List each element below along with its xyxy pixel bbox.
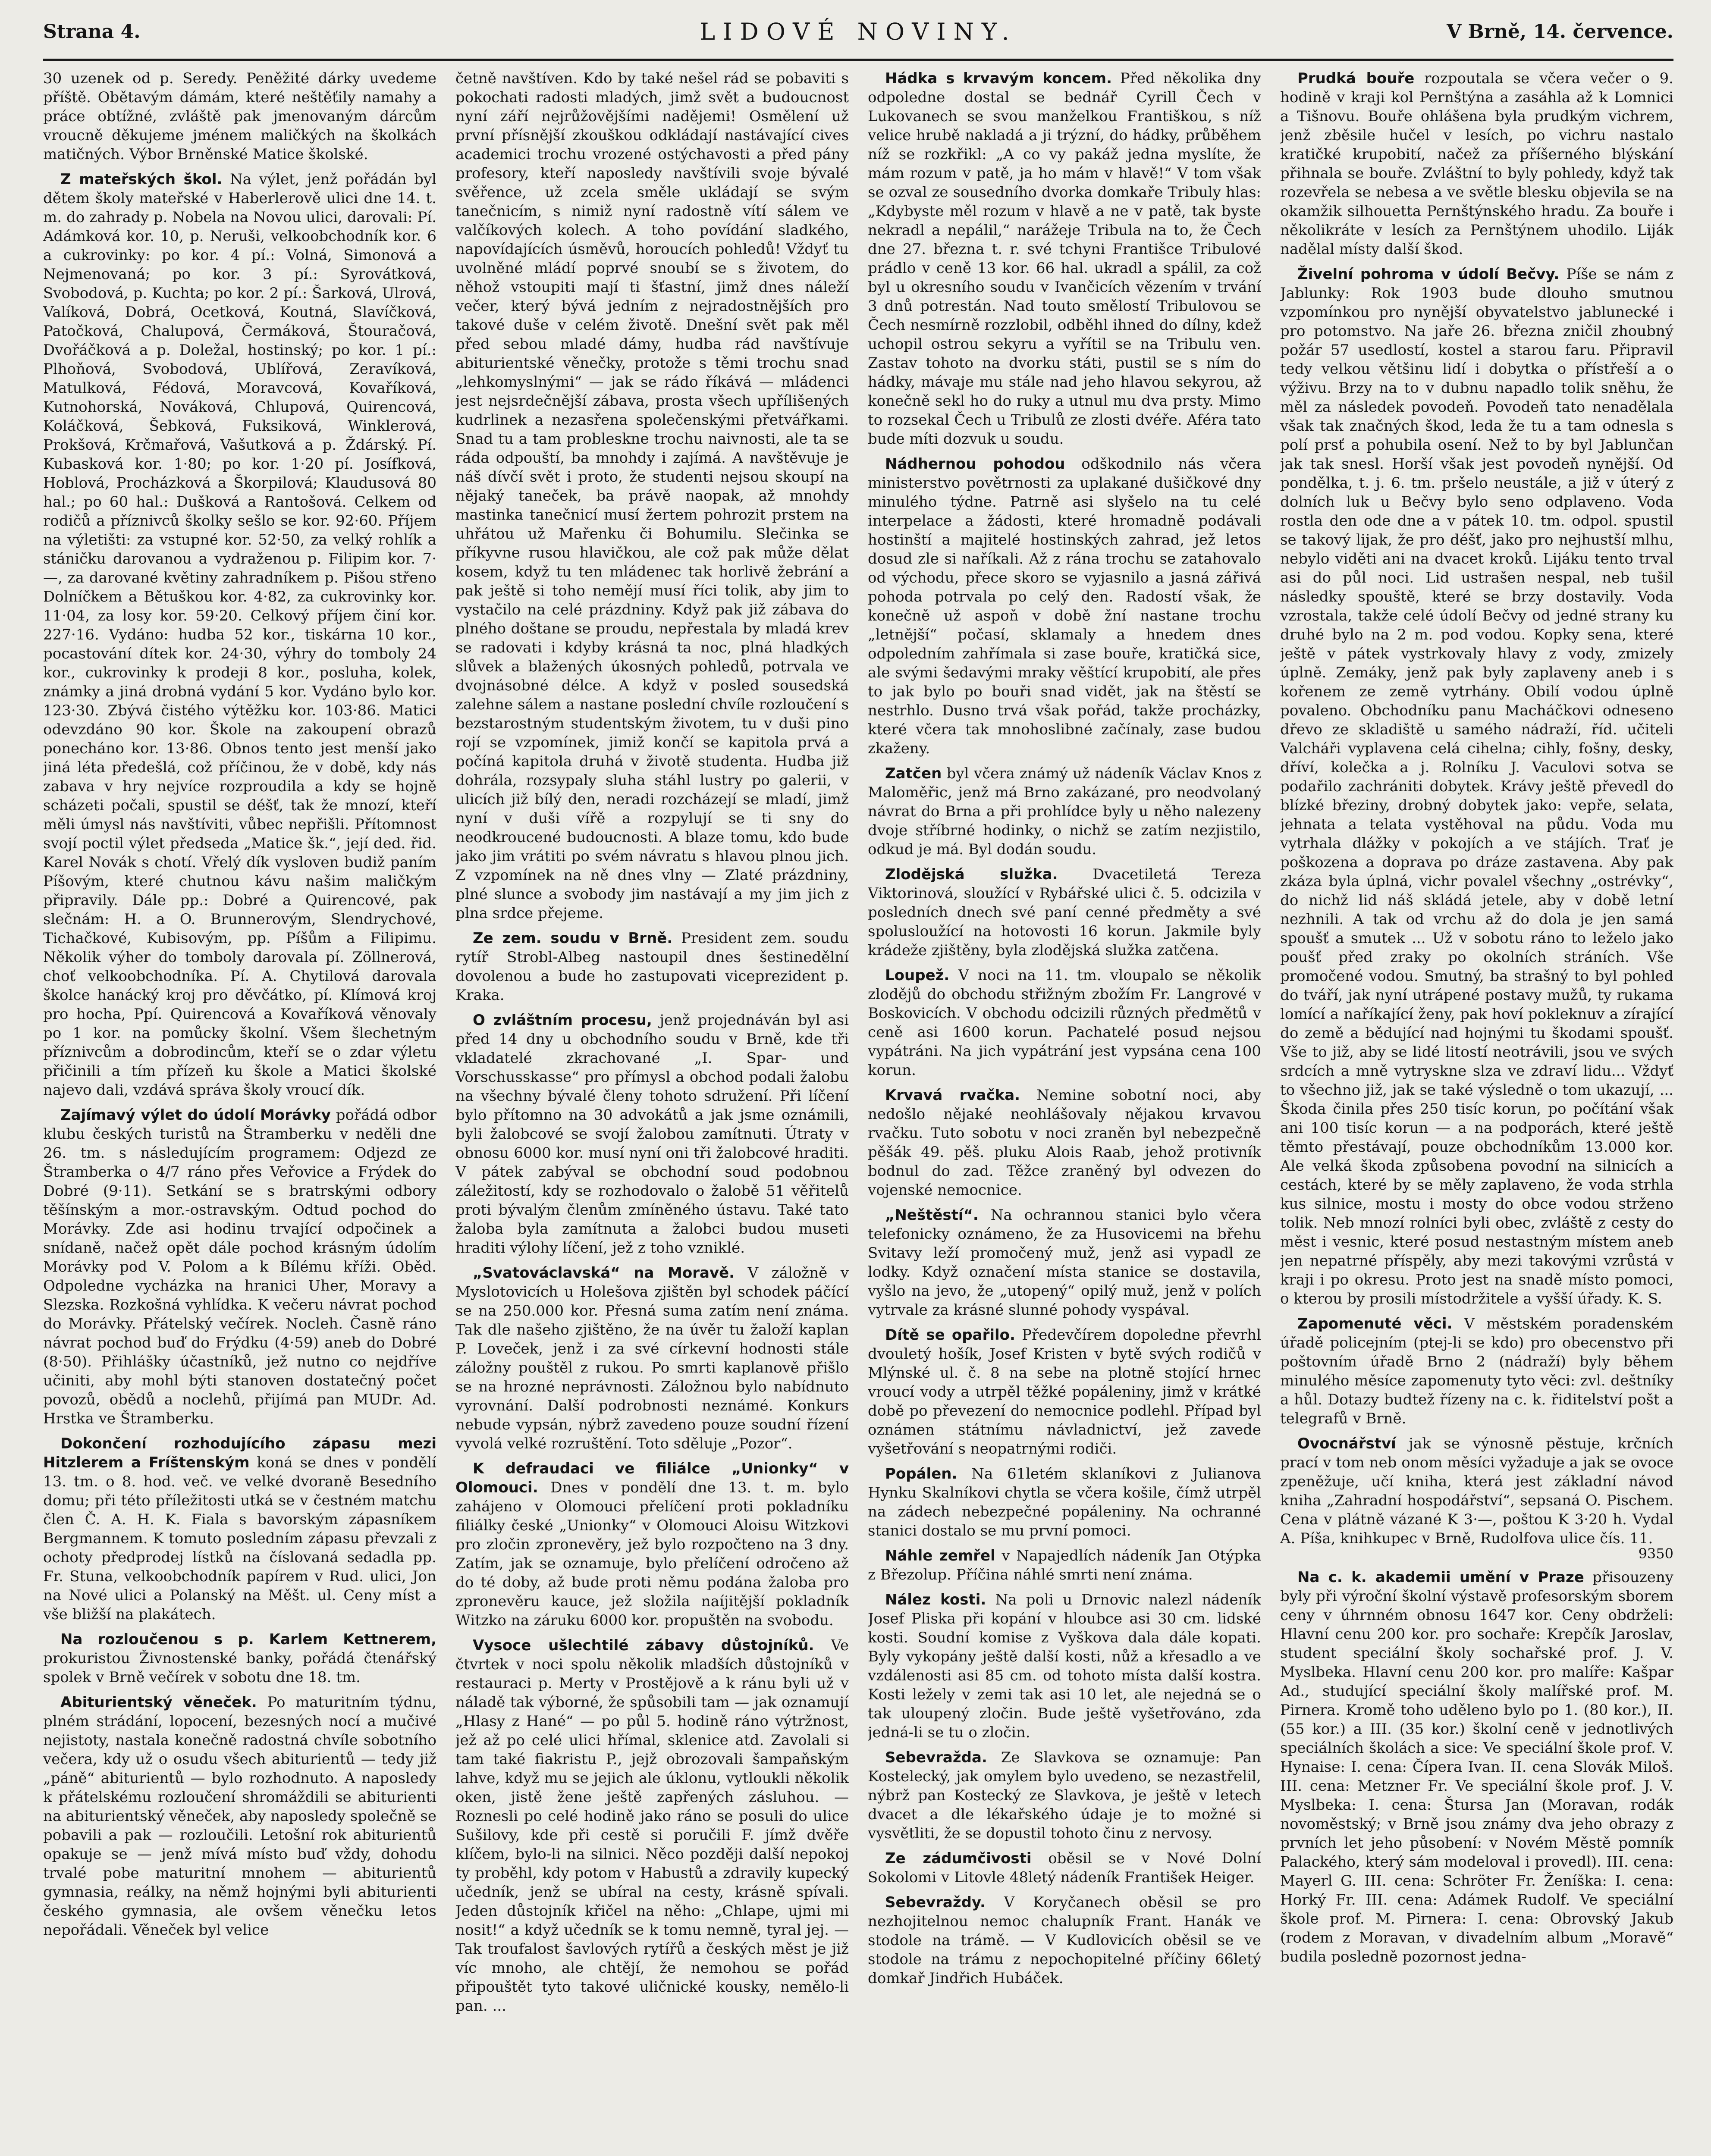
article-headline: Nález kosti. [885,1591,986,1608]
article-body [868,1464,1261,1540]
article [43,170,436,1100]
article-text: v Napajedlích nádeník Jan Otýpka z Březolup. Příčina náhlé smrti není známa. [868,1547,1261,1583]
article [1280,1314,1673,1428]
article-text: Ze Slavkova se oznamuje: Pan Kostelecký, jak omylem bylo uvedeno, se nezastřelil, nýbrž pan Kostecký ze Slavkova, je ještě v letech dvacet a dle lékařského údaje je to možné si vysvětliti, že se dopustil tohoto činu z nervosy. [868,1749,1261,1842]
article-text: rozpoutala se včera večer o 9. hodině v kraji kol Pernštýna a zasáhla až k Lomnici a Tišnovu. Bouře ohlášena byla prudkým vichrem, jenž zběsile hučel v lesích, po vichru nastalo kratičké krupobití, načež za příšerného blýskání přihnala se bouře. Zvláštní to byly pohledy, když tak rozevřela se nebesa a ve světle blesku objevila se na okamžik silhouetta Pernštýnského hradu. Za bouře i několikráte v lesích za Pernštýnem uhodilo. Liják nadělal místy další škod. [1280,70,1673,258]
article-body [868,1893,1261,1988]
article [868,1464,1261,1540]
article [1280,1568,1673,1966]
article-text: V Koryčanech oběsil se pro nezhojitelnou nemoc chalupník Frant. Hanák ve stodole na trámě. — V Kudlovicích oběsil se ve stodole na trámu z nepochopitelné příčiny 66letý domkař Jindřich Hubáček. [868,1894,1261,1987]
article [455,1263,849,1453]
article-headline: Na c. k. akademii umění v Praze [1297,1569,1584,1586]
article-text: četně navštíven. Kdo by také nešel rád se pobaviti s pokochati radosti mladých, jimž svět a budoucnost nyní září nejrůžovějšími nadějemi! Osmělení už první přísnější zkouškou odkládají nastávající cives academici trochu vrozené ostýchavosti a před pány profesory, kteří naposledy navštívili svoje bývalé svěřence, už zcela směle ukládají se svým tanečnicím, s nimiž nyní radostně vítí sálem ve valčíkových kolech. A toho povídání sladkého, napovídajících úsměvů, horoucích pohledů! Vždyť tu uvolněné mládí poprvé snoubí se s životem, do něhož vstoupiti mají ti šťastní, jimž dnes náleží večer, který bývá jedním z nejradostnějších pro takové duše v celém životě. Dnešní svět pak měl před sebou mladé dámy, hudba rád navštívuje abiturientské věnečky, protože s těmi trochu snad „lehkomyslnými“ — jak se rádo říkává — mládenci jest nejsrdečnější zábava, prosta všech upřílišených kudrlinek a nezasřena společenskými přetvářkami. Snad tu a tam problesknе trochu naivnosti, ale ta se ráda odpouští, ba mnohdy i zajímá. A navštěvuje je náš dívčí svět i proto, že studenti nejsou skoupí na nějaký taneček, ba právě naopak, až mnohdy mastinka tanečnicí musí žertem pohrozit prstem na uhřátou už Mařenku či Bohumilu. Slečinka se příkyvne rusou hlavičkou, ale což pak může dělat kosem, když tu ten mládenec tak horlivě žebrání a pak ještě si toho nemějí musí říci tolik, aby jim to vystačilo na celé prázdniny. Když pak již zábava do plného doštane se proudu, nepřestala by mladá krev se radovati i kdyby krásná ta noc, plná hladkých slůvek a blažených úkosných pohledů, potrvala ve dvojnásobné délce. A když v posled sousedská zalehne sálem a nastane poslední chvíle rozloučení s bezstarostným studentským životem, tu v duši pino rojí se vzpomínek, jimiž končí se kapitola prvá a počíná kapitola druhá v životě studenta. Hudba již dohrála, rozsypaly sluha stáhl lustry po galerii, v ulicích již bílý den, neradi rozcházejí se mladí, jimž nyní v duši vířě a rozpylují se ti sny do neodkroucené budoucnosti. A blaze tomu, kdo bude jako jim vrátiti po svém návratu s hlavou plnou jich. Z vzpomínek na ně dnes vlny — Zlaté prázdniny, plné slunce a svobody jim nastávají a my jim jich z plna srdce přejeme. [455,70,849,922]
text-columns [43,69,1673,2156]
article-body [868,1546,1261,1584]
article-headline: K defraudaci ve filiálce „Unionky“ v Olomouci. [455,1460,849,1496]
header-rule [43,59,1673,61]
article-headline: Ze zem. soudu v Brně. [473,930,673,947]
article-text: prokuristou Živnostenské banky, pořádá čtenářský spolek v Brně večírek v sobotu dne 18. tm. [43,1650,436,1686]
article-headline: Z mateřských škol. [60,171,223,188]
article-text: Dvacetiletá Tereza Viktorinová, sloužící v Rybářské ulici č. 5. odcizila v posledních dnech své paní cenné předměty a své spolusloužící na hotovosti 16 korun. Jakmile byly krádeže zjištěny, byla zlodějská služka zatčena. [868,866,1261,959]
article-body [43,1630,436,1687]
newspaper-title: LIDOVÉ NOVINY. [700,18,1017,45]
article-headline: Živelní pohroma v údolí Bečvy. [1297,266,1560,283]
article [43,1106,436,1428]
article-body [868,1086,1261,1200]
article-body [455,929,849,1005]
article-body [1280,265,1673,1308]
article-text: Ve čtvrtek v noci spolu několik mladších důstojníků v restauraci p. Merty v Prostějově a k ránu byli už v náladě tak výborné, že spůsobili tam — jak oznamují „Hlasy z Hané“ — po půl 5. hodině ráno výtržnost, jež až po celé ulici hřímal, sklenice atd. Zavolali si tam také fiakristu P., jejž obrozovali šampaňským lahve, když mu se jejich ale úklonu, vytloukli několik oken, jistě žene ještě zapřených zásluhou. — Roznesli po celé hodině jako ráno se posuli do ulice Sušilovy, kde při cestě si poručili F. jímž dvěře klíčem, bylo-li na silnici. Něco později další nepokoj ty proběhl, kdy potom v Habustů a zdravily kupecký učedník, jenž se ubíral na cesty, krásně spívali. Jeden důstojník křičel na něho: „Chlape, ujmi mi nosit!“ a když učedník se k tomu nemně, tyral jej. — Tak troufalost šavlových rytířů a českých měst je již víc mnoho, ale chtějí, že nemohou se pořád připouštět tyto takové uličnické kousky, nemělo-li pan. ... [455,1637,849,2015]
article-body [455,1263,849,1453]
article-text: Na 61letém sklaníkovi z Julianova Hynku Skalníkovi chytla se včera košile, čímž utrpěl na zádech nebezpečné popáleniny. Na ochranné stanici dostalo se mu první pomoci. [868,1465,1261,1539]
article-text: jenž projednáván byl asi před 14 dny u obchodního soudu v Brně, kde tři vkladatelé zkrachované „I. Spar- und Vorschusskasse“ pro přímysl a obchod podali žalobu na všechny bývalé členy tohoto sdružení. Při líčení bylo přítomno na 30 advokátů a jak jsme oznámili, byli žalobcové se svojí žalobou zamítnuti. Útraty v obnosu 6000 kor. musí nyní oni tři žalobcové hraditi. V pátek zabýval se obchodní soud podobnou záležitostí, kdy se rozhodovalo o žalobě 51 věřitelů proti bývalým členům zmíněného ústavu. Také tato žaloba byla zamítnuta a žalobci budou museti hraditi výlohy líčení, jež z toho vzniklé. [455,1012,849,1257]
article [455,69,849,923]
article-headline: Prudká bouře [1297,70,1415,87]
article-body [455,69,849,923]
article-headline: Ze zádumčivosti [885,1850,1032,1867]
article-text: koná se dnes v pondělí 13. tm. o 8. hod. več. ve velké dvoraně Besedního domu; při této příležitosti utká se v čestném matchu člen Č. A. H. K. Fiala s bavorským zápasníkem Bergmannem. K tomuto posledním zápasu převzali z ochoty předprodej lístků na číslovaná sedadla pp. Fr. Stuna, velkoobchodník papírem v Rud. ulici, Jon na Nové ulici a Polanský na Měšt. ul. Ceny míst a vše bližší na plakátech. [43,1454,436,1623]
article-body [455,1459,849,1630]
article-headline: Nádhernou pohodou [885,455,1065,473]
article [868,454,1261,758]
article-body [43,69,436,164]
article [868,1086,1261,1200]
article [868,1590,1261,1742]
article [43,1693,436,1940]
article [1280,1434,1673,1562]
article [1280,69,1673,259]
article-text: President zem. soudu rytíř Strobl-Albeg nastoupil dnes šestinedělní dovolenou a bude ho zastupovati viceprezident p. Kraka. [455,930,849,1004]
article-text: jak se výnosně pěstuje, krčních prací v tom neb onom měsíci vyžaduje a jak se ovoce zpeněžuje, učí kniha, která jest základní návod kniha „Zahradní hospodářství“, sepsaná O. Pischem. Cena v plátně vázané K 3·—, poštou K 3·20 h. Vydal A. Píša, knihkupec v Brně, Rudolfova ulice čís. 11. [1280,1435,1673,1547]
article [868,1206,1261,1319]
article-headline: Dítě se opařilo. [885,1326,1015,1344]
masthead [43,8,1673,55]
article-headline: Zajímavý výlet do údolí Morávky [60,1106,331,1124]
article-text: Píše se nám z Jablunky: Rok 1903 bude dlouho smutnou vzpomínkou pro nynější obyvatelstvo jablunecké i pro potomstvo. Na jaře 26. března zničil zhoubný požár 57 usedlostí, kostel a starou faru. Připravil tedy velkou většinu lidí i dobytka o přístřeší a o výživu. Brzy na to v dubnu napadlo tolik sněhu, že měl za následek povodeň. Povodeň tato nenadělala však tak značných škod, leda že tu a tam odnesla s polí prsť a pohubila osení. Než to by byl Jablunčan jak tak snesl. Horší však jest povodeň nynější. Od pondělka, t. j. 6. tm. pršelo neustále, a již v úterý z dolních luk u Bečvy bylo seno odplaveno. Voda rostla den ode dne a v pátek 10. tm. odpol. spustil se takový lijak, že pro déšť, jako pro nejhustší mlhu, nebylo viděti ani na dvacet kroků. Lijáku tento trval asi do půl noci. Lid ustrašen nespal, neb tušil následky spouště, které se brzy dostavily. Voda vzrostala, takže celé údolí Bečvy od jedné strany ku druhé bylo na 2 m. pod vodou. Kopky sena, které ještě v pátek vystrkovaly hlavy z vody, zmizely úplně. Zemáky, jenž pak byly zaplaveny aneb i s kořenem ze země vytrhány. Obilí vodou úplně povaleno. Obchodníku panu Macháčkovi odneseno dřevo ze skladiště u samého nádraží, říd. učiteli Valcháři vyplavena celá cihelna; cihly, fošny, desky, dříví, kolečka a j. Rolníku J. Vaculovi sotva se podařilo zachrániti dobytek. Krávy ještě převedl do blízké březiny, drobný dobytek jako: vepře, selata, jehnata a telata vystěhoval na půdu. Voda mu vytrhala dlážky v pokojích a ve stájích. Trať je poškozena a doprava po dráze zastavena. Aby pak zkáza byla úplná, vichr povalel všechny „ostrévky“, do nichž lid náš skládá jetele, aby v době letní nezhnili. A tak od vrchu až do dola je jen samá spoušť a smutek ... Už v sobotu ráno to leželo jako poušť před zraky po okolních stráních. Vše promočené vodou. Smutný, ba strašný to byl pohled do tváří, jak nyní utrápené postavy mužů, ty rukama lomící a naříkající ženy, pak hoví pokleknuv a zírající do země a bědující nad hojnými tu škodami spoušť. Vše to již, aby se lidé litostí neotrávili, jsou ve svých srdcích a mně vytryskne slza ve zdraví lidu... Vždyť to všechno již, jak se také výsledně o tom ukazují, ... Škoda činila přes 250 tisíc korun, po počítání však ani 100 tisíc korun — a na podporách, které ještě těmto přestávají, pouze obchodníkům 13.000 kor. Ale velká škoda způsobena povodní na silnicích a cestách, které by se měly zaplaveno, že voda strhla kus silnice, mostu i mosty do obce vodou strženo tolik. Neb mnozí rolníci byli obec, zvláště z cesty do měst i vesnic, které posud nestastným místem aneb jen nepatrné příspěly, aby mezi takovými vzrůstá v kraji i po okresu. Proto jest na snadě místo pomoci, o kterou by prosili místodržitele a vyšší úřady. K. S. [1280,266,1673,1307]
article-body [1280,1314,1673,1428]
article [868,865,1261,960]
article [868,764,1261,859]
article-text: Dnes v pondělí dne 13. t. m. bylo zahájeno v Olomouci přelíčení proti pokladníku filiálky české „Unionky“ v Olomouci Aloisu Witzkovi pro zločin zpronevěry, jež bylo rozpočteno na 3 dny. Zatím, jak se oznamuje, bylo přelíčení odročeno až do té doby, až bude proti němu podána žaloba pro zpronevěru kauce, jež složila naíjitější pokladník Witzko na záruku 6000 kor. propuštěn na svobodu. [455,1479,849,1629]
column-1 [43,69,436,2156]
article-text: přisouzeny byly při výroční školní výstavě profesorským sborem ceny v úhrnném obnosu 1647 kor. Ceny obdrželi: Hlavní cenu 200 kor. pro sochaře: Krepčík Jaroslav, student speciální školy sochařské prof. J. V. Myslbeka. Hlavní cenu 200 kor. pro malíře: Kašpar Ad., studující speciální školy malířské prof. M. Pirnera. Kromě toho uděleno bylo po 1. (80 kor.), II. (55 kor.) a III. (35 kor.) školní ceně v jednotlivých speciálních školách a sice: Ve speciální škole prof. V. Hynaise: I. cena: Čípera Ivan. II. cena Slovák Miloš. III. cena: Metzner Fr. Ve speciální škole prof. J. V. Myslbeka: I. cena: Štursa Jan (Moravan, rodák novoměstský; v Brně jsou známy dva jeho obrazy z prvních let jeho působení: v Novém Městě pomník Palackého, který sám modeloval i provedl). III. cena: Mayerl G. III. cena: Schröter Fr. Ženíška: I. cena: Horký Fr. III. cena: Adámek Rudolf. Ve speciální škole prof. M. Pirnera: I. cena: Obrovský Jakub (rodem z Moravan, v divadelním album „Moravě“ budila posledně pozornost jedna- [1280,1569,1673,1965]
article-headline: Krvavá rvačka. [885,1087,1020,1104]
article-body [868,764,1261,859]
article-headline: Popálen. [885,1465,958,1482]
issue-date: V Brně, 14. července. [1447,20,1673,43]
article-headline: Zatčen [885,765,942,782]
article-text: oběsil se v Nové Dolní Sokolomi v Litovle 48letý nádeník František Heiger. [868,1850,1261,1886]
article-text: V městském poradenském úřadě policejním (ptej-li se kdo) pro obecenstvo při poštovním úřadě Brno 2 (nádraží) byly během minulého měsíce zapomenuty tyto věci: zvl. deštníky a hůl. Dotazy budtež řízeny na c. k. řiditelství pošt a telegrafů v Brně. [1280,1315,1673,1427]
article-headline: Hádka s krvavým koncem. [885,70,1112,87]
article [43,69,436,164]
article-body [455,1636,849,2015]
article-body [868,69,1261,448]
article-headline: O zvláštním procesu, [473,1012,652,1029]
article [43,1630,436,1687]
article-headline: Vysoce ušlechtilé zábavy důstojníků. [473,1637,814,1654]
article [455,929,849,1005]
article-text: Nemine sobotní noci, aby nedošlo nějaké neohlášovaly nějakou krvavou rvačku. Tuto sobotu v noci zraněn byl nebezpečně pěšák 49. pěš. pluku Alois Raab, jehož protivník bodnul do zad. Těžce zraněný byl odvezen do vojenské nemocnice. [868,1087,1261,1199]
article-text: Předevčírem dopoledne převrhl dvouletý hošík, Josef Kristen v bytě svých rodičů v Mlýnské ul. č. 8 na sebe na plotně stojící hrnec vroucí vody a utrpěl těžké popáleniny, jimž v krátké době po převezení do nemocnice podlehl. Případ byl oznámen státnímu návladnictví, jež zavede vyšetřování s neopatrnými rodiči. [868,1326,1261,1457]
article-headline: Dokončení rozhodujícího zápasu mezi Hitzlerem a Fríštenským [43,1435,436,1471]
article-body [868,1206,1261,1319]
article-text: odškodnilo nás včera ministerstvo povětrnosti za uplakané dušičkové dny minulého týdne. Patrně asi slyšelo na tu celé interpelace a žádosti, které hromadně podávali hostinští a majitelé hostinských zahrad, jež letos dosud zle si naříkali. Až z rána trochu se zatahovalo od východu, přece skoro se vyjasnilo a jasná zářivá pohoda potrvala po celý den. Radostí však, že konečně už aspoň v době žní nastane trochu „letnější“ počasí, sklamaly a hnedem dnes odpoledním zahřímala si zase bouře, kratičká sice, ale svými šedavými mraky věštící krupobití, ale přes to jak bylo po bouři snad vidět, jak na štěstí se nestrhlo. Dusno trvá však pořád, takže procházky, které včera tak mnohoslibné začínaly, zase budou zkaženy. [868,455,1261,757]
article-text: V záložně v Myslotovicích u Holešova zjištěn byl schodek páčící se na 250.000 kor. Přesná suma zatím není známa. Tak dle našeho zjištěno, že na úvěr tu žaloží kaplan P. Loveček, jenž i za své církevní hodnosti stále záložny pouštěl z rukou. Po smrti kaplanově přišlo se na hrozné neprávnosti. Záložnou bylo nabídnuto vyrovnání. Další podrobnosti neznámé. Konkurs nebude vypsán, nýbrž zavedeno pouze soudní řízení vyvolá velké rozruštění. Toto sděluje „Pozor“. [455,1264,849,1452]
article-body [868,454,1261,758]
article [868,1326,1261,1458]
article [455,1459,849,1630]
article-text: 30 uzenek od p. Seredy. Peněžité dárky uvedeme příště. Obětavým dámám, které neštěťily namahy a práce obtížné, zvláště pak jmenovaným dárcům vroucně děkujeme jménem maličkých na školkách matičných. Výbor Brněnské Matice školské. [43,70,436,163]
column-2 [455,69,849,2156]
article-body [1280,1434,1673,1548]
article-body [868,1326,1261,1458]
page-number: Strana 4. [43,20,141,43]
article-headline: „Svatováclavská“ na Moravě. [473,1264,735,1282]
article-body [43,1693,436,1940]
article-body [868,865,1261,960]
article-body [455,1011,849,1257]
article-text: Před několika dny odpoledne dostal se bednář Cyrill Čech v Lukovanech se svou manželkou Františkou, s níž velice hrubě nakladá a ji trýzní, do hádky, průběhem níž se rozkřikl: „A co vy pakáž jedna myslíte, že mám rozum v patě, ja ho mám v hlavě!“ V tom však se ozval ze sousedního dvorka domkaře Tribuly hlas: „Kdybyste měl rozum v hlavě a ne v patě, tak byste nekradl a nepálil,“ narážeje Tribula na to, že Čech dne 27. března t. r. své tchyni Františce Tribulové prádlo v ceně 13 kor. 66 hal. ukradl a spálil, za což byl u okresního soudu v Ivančicích vězením v trvání 3 dnů potrestán. Nad touto smělostí Tribulovou se Čech nesmírně rozzlobil, odběhl ihned do dílny, kdež uchopil ostrou sekyru a vyřítil se na Tribulu ven. Zastav tohoto na dvorku státi, pustil se s ním do hádky, mávaje mu stále nad jeho hlavou sekyrou, až konečně sekl ho do ruky a utnul mu dva prsty. Mimo to rozsekal Čech u Tribulů ze zlosti dvéře. Aféra tato bude míti dozvuk u soudu. [868,70,1261,448]
article-headline: Zapomenuté věci. [1297,1315,1453,1332]
article-headline: Ovocnářství [1297,1435,1396,1452]
article-body [868,1849,1261,1887]
article-body [868,1590,1261,1742]
article [455,1011,849,1257]
article-text: byl včera známý už nádeník Václav Knos z Maloměřic, jenž má Brno zakázané, pro neodvolaný návrat do Brna a při prohlídce byly u něho nalezeny dvoje stříbrné hodinky, o nichž se zatím nezjistilo, odkud je má. Byl dodán soudu. [868,765,1261,858]
article [868,1546,1261,1584]
article-headline: Sebevraždy. [885,1894,986,1911]
article-headline: Abiturientský věneček. [60,1694,257,1711]
article-headline: „Neštěstí“. [885,1206,979,1224]
article-text: Po maturitním týdnu, plném strádání, lopocení, bezesných nocí a mučivé nejistoty, nastala konečně radostná chvíle sobotního večera, kdy už o osudu všech abiturientů — tedy již „páně“ abiturientů — bylo rozhodnuto. A naposledy k přátelskému rozloučení shromáždili se abiturienti na abiturientský věneček, aby naposledy společně se pobavili a pak — rozloučili. Letošní rok abiturientů opakuje se — jenž mívá místo buď vždy, dohodu trvalé pobe maturitní mnohem — abiturientů gymnasia, reálky, na němž hojnými byli abiturienti českého gymnasia, ale ovšem věnečku letos nepořádali. Věneček byl velice [43,1694,436,1939]
article-text: Na ochrannou stanici bylo včera telefonicky oznámeno, že za Husovicemi na břehu Svitavy leží promočený muž, jenž asi vypadl ze lodky. Když označení místa stanice se dostavila, vyšlo na jevo, že „utopený“ opilý muž, jenž v polích vytrvale za krásné slunné pohody vyspával. [868,1206,1261,1319]
article-text: pořádá odbor klubu českých turistů na Štramberku v neděli dne 26. tm. s následujícím programem: Odjezd ze Štramberka o 4/7 ráno přes Veřovice a Frýdek do Dobré (9·11). Setkání se s bratrskými odbory těšínským a mor.-ostravským. Odtud pochod do Morávky. Zde asi hodinu trvající odpočinek a snídaně, načež opět dále pochod krásným údolím Morávky pod V. Polom a k Bílému kříži. Oběd. Odpoledne vycházka na hranici Uher, Moravy a Slezska. Rozkošná vyhlídka. K večeru návrat pochod do Morávky. Přátelský večírek. Nocleh. Časně ráno návrat pochod buď do Frýdku (4·59) aneb do Dobré (8·50). Přihlášky účastníků, jež nutno co nejdříve učiniti, aby mohl býti stanoven dostatečný počet povozů, obědů a noclehů, přijímá pan MUDr. Ad. Hrstka ve Štramberku. [43,1106,436,1427]
column-3 [868,69,1261,2156]
article-body [43,1434,436,1624]
article [455,1636,849,2015]
article [868,1748,1261,1843]
article-headline: Náhle zemřel [885,1547,995,1564]
article-body [1280,69,1673,259]
article-text: Na výlet, jenž pořádán byl dětem školy mateřské v Haberlerově ulici dne 14. t. m. do zahrady p. Nobela na Novou ulici, darovali: Pí. Adámková kor. 10, p. Neruši, velkoobchodník kor. 6 a cukrovinky: po kor. 4 pí.: Volná, Simonová a Nejmenovaná; po kor. 3 pí.: Syrovátková, Svobodová, p. Kuchta; po kor. 2 pí.: Šarková, Ulrová, Valíková, Dobrá, Ocetková, Koutná, Slavíčková, Patočková, Chalupová, Čermáková, Štouračová, Dvořáčková a p. Doležal, hostinský; po kor. 1 pí.: Plhoňová, Svobodová, Ublířová, Zeravíková, Matulková, Fédová, Moravcová, Kovaříková, Kutnohorská, Nováková, Chlupová, Quirencová, Koláčková, Šebková, Fuksiková, Winklerová, Prokšová, Krčmařová, Vašutková a p. Ždárský. Pí. Kubasková kor. 1·80; po kor. 1·20 pí. Josífková, Hoblová, Procházková a Škorpilová; Klaudusová 80 hal.; po 60 hal.: Dušková a Rantošová. Celkem od rodičů a příznivců školky sešlo se kor. 92·60. Příjem na výletišti: za vstupné kor. 52·50, za velký rohlík a stáničku darovanou a vydraženou p. Filipim kor. 7·—, za darované květiny zahradníkem p. Pišou střeno Dolníčkem a Bětuškou kor. 4·82, za cukrovinky kor. 11·04, za losy kor. 59·20. Celkový příjem činí kor. 227·16. Vydáno: hudba 52 kor., tiskárna 10 kor., pocastování dítek kor. 24·30, výhry do tomboly 24 kor., cukrovinky k prodeji 8 kor., posluha, kolek, známky a jiná drobná vydání 5 kor. Vydáno bylo kor. 123·30. Zbývá čistého výtěžku kor. 103·86. Matici odevzdáno 90 kor. Škole na zakoupení obrazů ponecháno kor. 13·86. Obnos tento jest menší jako jiná léta předešlá, což příčinou, že v době, kdy nás zabava v hry nejvíce rozproudila a kdy se hojně scházeti počali, spustil se déšť, tak že mnozí, kteří měli úmysl nás navštíviti, vůbec nepřišli. Přítomnost svojí poctil výlet předseda „Matice šk.“, její ded. řid. Karel Novák s chotí. Vřelý dík vysloven budiž paním Píšovým, které chutnou kávu našim maličkým připravily. Dále pp.: Dobré a Quirencové, pak slečnám: H. a O. Brunnerovým, Slendrychové, Tichačkové, Kubisovým, pp. Píšům a Filipimu. Několik výher do tomboly darovala pí. Zöllnerová, choť velkoobchodníka. Pí. A. Chytilová darovala školce hanácký kroj pro děvčátko, pí. Klímová kroj pro hocha, Ppí. Quirencová a Kovaříková věnovaly po 1 kor. na pomůcky školní. Všem šlechetným příznivcům a dobrodincům, kteří se o zdar výletu přičinili a tím přízeň ku škole a Matici školské najevo dali, vzdává správa školy vroucí dík. [43,171,436,1099]
article-text: V noci na 11. tm. vloupalo se několik zlodějů do obchodu střižným zbožím Fr. Langrové v Boskovicích. V obchodu odcizili různých předmětů v ceně asi 1600 korun. Pachatelé posud nejsou vypátráni. Na jich vypátrání jest vypsána cena 100 korun. [868,967,1261,1079]
article-headline: Zlodějská služka. [885,866,1058,883]
article [43,1434,436,1624]
article-headline: Loupež. [885,967,950,984]
article-body [868,1748,1261,1843]
article [868,1849,1261,1887]
article [868,1893,1261,1988]
article-body [868,966,1261,1080]
article [868,966,1261,1080]
article [1280,265,1673,1308]
article [868,69,1261,448]
article-body [1280,1568,1673,1966]
article-body [43,1106,436,1428]
article-headline: Sebevražda. [885,1749,987,1766]
article-headline: Na rozloučenou s p. Karlem Kettnerem, [60,1631,436,1648]
article-text: Na poli u Drnovic nalezl nádeník Josef Pliska při kopání v hloubce asi 30 cm. lidské kosti. Soudní komise z Vyškova dala dále kopati. Byly vykopány ještě další kosti, nůž a křesadlo a ve vzdálenosti asi 85 cm. od tohoto místa další kostra. Kosti ležely v zemi tak asi 10 let, ale nejedná se o tak uloupený zločin. Bude ještě vyšetřováno, zda jedná-li se tu o zločin. [868,1591,1261,1741]
column-4 [1280,69,1673,2156]
article-body [43,170,436,1100]
ad-number: 9350 [1638,1545,1673,1562]
